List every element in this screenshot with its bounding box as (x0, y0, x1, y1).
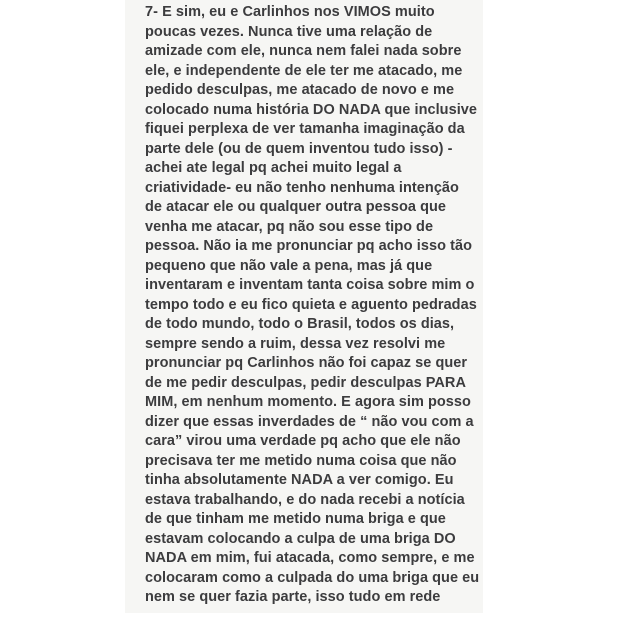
text-line: dizer que essas inverdades de “ não vou com a (145, 413, 474, 430)
text-line: pronunciar pq Carlinhos não foi capaz se quer (145, 355, 468, 371)
text-line: precisava ter me metido numa coisa que não (145, 452, 457, 469)
text-line: sempre sendo a ruim, dessa vez resolvi me (145, 335, 446, 352)
text-line: venha me atacar, pq não sou esse tipo de (145, 218, 434, 235)
text-line: MIM, em nenhum momento. E agora sim posso (145, 394, 471, 410)
text-line: de todo mundo, todo o Brasil, todos os dias, (145, 316, 455, 332)
text-line: fiquei perplexa de ver tamanha imaginação da (145, 121, 465, 137)
text-line: criatividade- eu não tenho nenhuma intenção (145, 179, 459, 196)
text-line: tempo todo e eu fico quieta e aguento pedradas (145, 296, 477, 313)
post-text (125, 0, 483, 608)
text-line: ele, e independente de ele ter me atacado, me (145, 62, 463, 79)
text-line: pessoa. Não ia me pronunciar pq acho isso tão (145, 238, 472, 254)
text-line: estava trabalhando, e do nada recebi a notícia (145, 491, 465, 508)
text-line: 7- E sim, eu e Carlinhos nos VIMOS muito (145, 4, 435, 20)
text-line: inventaram e inventam tanta coisa sobre mim o (145, 277, 475, 293)
text-line: pequeno que não vale a pena, mas já que (145, 257, 433, 274)
text-line: pedido desculpas, me atacado de novo e me (145, 82, 455, 98)
text-line: tinha absolutamente NADA a ver comigo. Eu (145, 472, 454, 488)
text-line: amizade com ele, nunca nem falei nada sobre (145, 43, 462, 59)
text-line: colocaram como a culpada do uma briga que eu (145, 569, 480, 586)
text-line: de que tinham me metido numa briga e que (145, 511, 446, 527)
text-line: achei ate legal pq achei muito legal a (145, 160, 402, 176)
text-post-image (125, 0, 483, 613)
text-line: colocado numa história DO NADA que inclusive (145, 101, 477, 118)
text-line: de atacar ele ou qualquer outra pessoa que (145, 199, 447, 215)
text-line: de me pedir desculpas, pedir desculpas PARA (145, 374, 466, 391)
text-line: estavam colocando a culpa de uma briga DO (145, 530, 456, 547)
text-line: poucas vezes. Nunca tive uma relação de (145, 23, 433, 40)
text-line: cara” virou uma verdade pq acho que ele não (145, 433, 461, 449)
text-line: NADA em mim, fui atacada, como sempre, e me (145, 550, 475, 566)
text-line: parte dele (ou de quem inventou tudo isso) - (145, 140, 453, 157)
text-line: nem se quer fazia parte, isso tudo em rede (145, 589, 441, 605)
